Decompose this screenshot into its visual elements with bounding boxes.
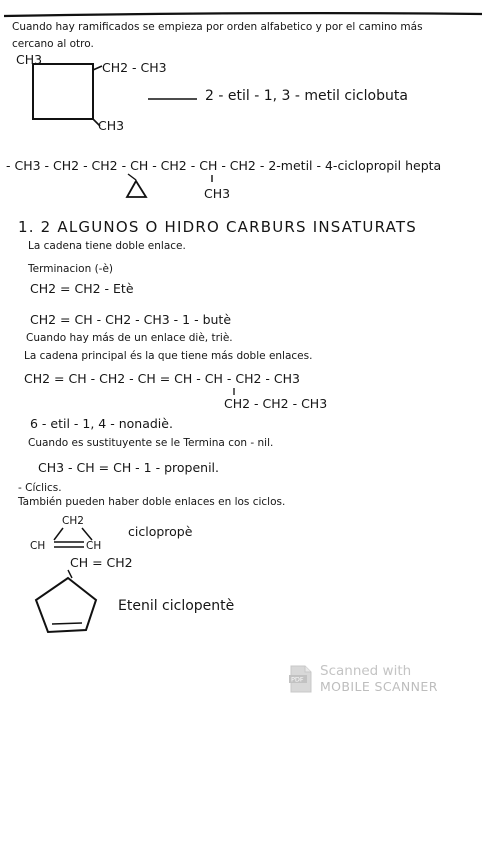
- ex2-chain: - CH3 - CH2 - CH2 - CH - CH2 - CH - CH2 - 2-metil - 4-ciclopropil hepta: [6, 158, 442, 173]
- ex3: CH2 = CH2 - Etè: [30, 281, 134, 296]
- pdf-icon: [288, 664, 314, 694]
- ex5-name: 6 - etil - 1, 4 - nonadiè.: [30, 416, 173, 431]
- ex4: CH2 = CH - CH2 - CH3 - 1 - butè: [30, 312, 232, 327]
- multi-bonds-note: Cuando hay más de un enlace diè, triè.: [26, 332, 233, 344]
- watermark-line-2: MOBILE SCANNER: [320, 679, 438, 694]
- ex6: CH3 - CH = CH - 1 - propenil.: [38, 460, 219, 475]
- cyclics-heading: - Cíclics.: [18, 482, 62, 494]
- top-rule: [4, 13, 482, 16]
- ex1-name: 2 - etil - 1, 3 - metil ciclobuta: [205, 88, 408, 104]
- intro-line-1: Cuando hay ramificados se empieza por orden alfabetico y por el camino más: [12, 21, 423, 33]
- cyclic-bonds-note: También pueden haber doble enlaces en los ciclos.: [18, 496, 286, 508]
- section-heading: 1. 2 ALGUNOS O HIDRO CARBURS INSATURATS: [18, 218, 417, 236]
- svg-text:PDF: PDF: [291, 675, 304, 684]
- watermark-line-1: Scanned with: [320, 663, 412, 679]
- ex7-ch2: CH2: [62, 515, 84, 527]
- cyclobutane-ring: [33, 64, 93, 119]
- ex5-branch: CH2 - CH2 - CH3: [224, 396, 328, 411]
- ex7-ch-left: CH: [30, 540, 46, 552]
- main-chain-note: La cadena principal és la que tiene más doble enlaces.: [24, 350, 313, 362]
- substituent-note: Cuando es sustituyente se le Termina con - nil.: [28, 437, 274, 449]
- cyclopropyl-ring: [127, 181, 146, 197]
- ex1-ch3-bottom: CH3: [98, 118, 125, 133]
- termination-note: Terminacion (-è): [28, 263, 114, 275]
- ex7-name: ciclopropè: [128, 524, 193, 539]
- double-bond-note: La cadena tiene doble enlace.: [28, 240, 186, 252]
- ex8-sub: CH = CH2: [70, 555, 133, 570]
- ex8-name: Etenil ciclopentè: [118, 598, 235, 614]
- ex7-ch-right: CH: [86, 540, 102, 552]
- ex5-chain: CH2 = CH - CH2 - CH = CH - CH - CH2 - CH3: [24, 371, 300, 386]
- ex1-ch2ch3: CH2 - CH3: [102, 60, 167, 75]
- ex1-ch3-top: CH3: [16, 52, 43, 67]
- ex2-branch-ch3: CH3: [204, 186, 231, 201]
- scanner-watermark: [288, 664, 438, 694]
- intro-line-2: cercano al otro.: [12, 38, 94, 50]
